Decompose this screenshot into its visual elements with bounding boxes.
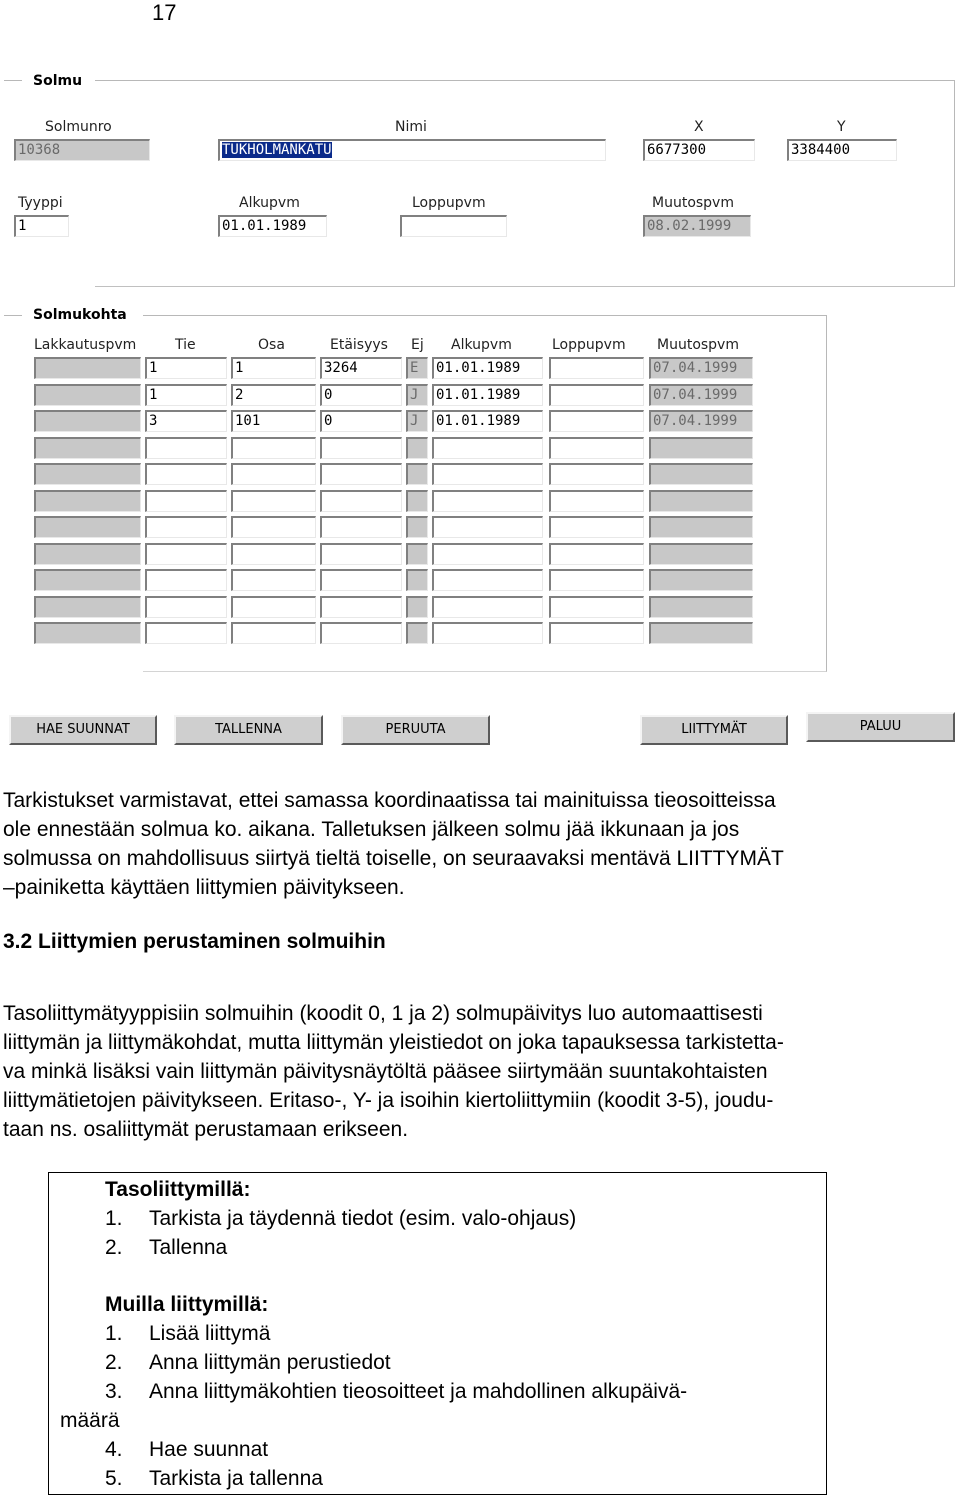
col-header-osa: Osa — [258, 337, 285, 353]
muutospvm-field[interactable]: 08.02.1999 — [643, 215, 751, 237]
cell-alkupvm[interactable] — [432, 490, 543, 512]
solmukohta-legend: Solmukohta — [33, 307, 127, 323]
cell-lakkautuspvm[interactable] — [34, 622, 141, 644]
list-num: 1. — [105, 1207, 123, 1230]
list-text: Anna liittymän perustiedot — [149, 1351, 391, 1374]
cell-loppupvm[interactable] — [549, 543, 644, 565]
cell-loppupvm[interactable] — [549, 357, 644, 379]
loppupvm-label: Loppupvm — [412, 195, 486, 211]
cell-tie[interactable]: 3 — [145, 410, 227, 432]
list-num: 3. — [105, 1380, 123, 1403]
cell-tie[interactable] — [145, 463, 227, 485]
box-title-muilla: Muilla liittymillä: — [105, 1293, 269, 1316]
cell-tie[interactable] — [145, 516, 227, 538]
cell-tie[interactable]: 1 — [145, 384, 227, 406]
list-text: Hae suunnat — [149, 1438, 269, 1461]
cell-muutospvm[interactable] — [649, 569, 753, 591]
list-num: 1. — [105, 1322, 123, 1345]
cell-ej[interactable] — [406, 463, 428, 485]
solmunro-label: Solmunro — [45, 119, 112, 135]
list-text: Tarkista ja tallenna — [149, 1467, 323, 1490]
list-item — [105, 1204, 576, 1233]
col-header-muutospvm: Muutospvm — [657, 337, 739, 353]
list-item-continuation: määrä — [60, 1409, 120, 1432]
tyyppi-label: Tyyppi — [18, 195, 63, 211]
solmu-legend: Solmu — [33, 73, 83, 89]
cell-lakkautuspvm[interactable] — [34, 543, 141, 565]
cell-etaisyys[interactable] — [320, 569, 402, 591]
cell-loppupvm[interactable] — [549, 463, 644, 485]
cell-osa[interactable] — [231, 463, 316, 485]
list-text: Tarkista ja täydennä tiedot (esim. valo-ohjaus) — [149, 1207, 577, 1230]
cell-alkupvm[interactable] — [432, 516, 543, 538]
cell-muutospvm[interactable]: 07.04.1999 — [649, 410, 753, 432]
list-item — [105, 1233, 227, 1262]
cell-lakkautuspvm[interactable] — [34, 516, 141, 538]
tyyppi-field[interactable]: 1 — [14, 215, 69, 237]
x-label: X — [694, 119, 704, 135]
cell-alkupvm[interactable] — [432, 463, 543, 485]
page-number: 17 — [152, 0, 177, 25]
cell-lakkautuspvm[interactable] — [34, 463, 141, 485]
paragraph-line: taan ns. osaliittymät perustamaan erikseen. — [3, 1118, 409, 1141]
list-text: Anna liittymäkohtien tieosoitteet ja mahdollinen alkupäivä- — [149, 1380, 688, 1403]
frame-border — [4, 315, 22, 316]
cell-ej[interactable]: J — [406, 384, 428, 406]
col-header-loppupvm: Loppupvm — [552, 337, 626, 353]
cell-osa[interactable]: 1 — [231, 357, 316, 379]
alkupvm-label: Alkupvm — [239, 195, 300, 211]
cell-lakkautuspvm[interactable] — [34, 569, 141, 591]
paragraph-line: ole ennestään solmua ko. aikana. Talletuksen jälkeen solmu jää ikkunaan ja jos — [3, 818, 740, 841]
cell-etaisyys[interactable] — [320, 437, 402, 459]
cell-alkupvm[interactable] — [432, 569, 543, 591]
list-num: 2. — [105, 1351, 123, 1374]
col-header-alkupvm: Alkupvm — [451, 337, 512, 353]
nimi-field[interactable] — [218, 139, 606, 161]
cell-etaisyys[interactable] — [320, 490, 402, 512]
col-header-ej: Ej — [411, 337, 424, 353]
cell-loppupvm[interactable] — [549, 569, 644, 591]
paragraph-line: Tarkistukset varmistavat, ettei samassa koordinaatissa tai mainituissa tieosoitteissa — [3, 789, 776, 812]
cell-tie[interactable] — [145, 569, 227, 591]
cell-lakkautuspvm[interactable] — [34, 490, 141, 512]
solmu-frame — [95, 80, 955, 287]
list-item — [105, 1464, 323, 1493]
frame-border — [4, 80, 22, 81]
cell-alkupvm[interactable] — [432, 622, 543, 644]
cell-loppupvm[interactable] — [549, 410, 644, 432]
list-num: 4. — [105, 1438, 123, 1461]
section-heading: 3.2 Liittymien perustaminen solmuihin — [3, 930, 386, 953]
list-item — [105, 1377, 687, 1406]
cell-ej[interactable] — [406, 622, 428, 644]
cell-tie[interactable] — [145, 622, 227, 644]
list-num: 5. — [105, 1467, 123, 1490]
cell-etaisyys[interactable] — [320, 622, 402, 644]
list-text: Tallenna — [149, 1236, 228, 1259]
cell-etaisyys[interactable]: 0 — [320, 384, 402, 406]
hae-suunnat-button[interactable]: HAE SUUNNAT — [9, 715, 157, 745]
cell-etaisyys[interactable] — [320, 463, 402, 485]
paragraph-line: liittymätietojen päivitykseen. Eritaso-, Y- ja isoihin kiertoliittymiin (koodit 3-5), joudu- — [3, 1089, 774, 1112]
cell-ej[interactable] — [406, 437, 428, 459]
cell-ej[interactable] — [406, 543, 428, 565]
list-text: Lisää liittymä — [149, 1322, 271, 1345]
cell-lakkautuspvm[interactable] — [34, 596, 141, 618]
list-item — [105, 1348, 391, 1377]
liittymat-button[interactable]: LIITTYMÄT — [640, 715, 788, 745]
cell-tie[interactable]: 1 — [145, 357, 227, 379]
list-item — [105, 1319, 270, 1348]
cell-loppupvm[interactable] — [549, 384, 644, 406]
cell-loppupvm[interactable] — [549, 437, 644, 459]
cell-ej[interactable] — [406, 596, 428, 618]
cell-alkupvm[interactable]: 01.01.1989 — [432, 410, 543, 432]
cell-ej[interactable] — [406, 516, 428, 538]
cell-loppupvm[interactable] — [549, 596, 644, 618]
nimi-label: Nimi — [395, 119, 427, 135]
paragraph-line: –painiketta käyttäen liittymien päivitykseen. — [3, 876, 405, 899]
cell-lakkautuspvm[interactable] — [34, 410, 141, 432]
paragraph-line: Tasoliittymätyyppisiin solmuihin (koodit 0, 1 ja 2) solmupäivitys luo automaattisesti — [3, 1002, 763, 1025]
col-header-etaisyys: Etäisyys — [330, 337, 388, 353]
cell-etaisyys[interactable]: 0 — [320, 410, 402, 432]
cell-osa[interactable] — [231, 622, 316, 644]
col-header-tie: Tie — [175, 337, 196, 353]
cell-tie[interactable] — [145, 543, 227, 565]
y-field[interactable]: 3384400 — [787, 139, 897, 161]
cell-tie[interactable] — [145, 490, 227, 512]
cell-osa[interactable] — [231, 543, 316, 565]
cell-osa[interactable] — [231, 569, 316, 591]
cell-lakkautuspvm[interactable] — [34, 384, 141, 406]
cell-tie[interactable] — [145, 596, 227, 618]
y-label: Y — [837, 119, 846, 135]
cell-ej[interactable] — [406, 569, 428, 591]
cell-muutospvm[interactable]: 07.04.1999 — [649, 384, 753, 406]
cell-muutospvm[interactable] — [649, 516, 753, 538]
paragraph-1 — [3, 786, 953, 902]
paragraph-line: va minkä lisäksi vain liittymän päivitysnäytöltä pääsee siirtymään suuntakohtaisten — [3, 1060, 768, 1083]
cell-alkupvm[interactable] — [432, 596, 543, 618]
alkupvm-field[interactable]: 01.01.1989 — [218, 215, 327, 237]
cell-ej[interactable] — [406, 490, 428, 512]
paragraph-line: liittymän ja liittymäkohdat, mutta liittymän yleistiedot on joka tapauksessa tarkistetta- — [3, 1031, 784, 1054]
cell-ej[interactable]: J — [406, 410, 428, 432]
cell-osa[interactable] — [231, 516, 316, 538]
cell-ej[interactable]: E — [406, 357, 428, 379]
cell-osa[interactable]: 2 — [231, 384, 316, 406]
cell-loppupvm[interactable] — [549, 516, 644, 538]
x-field[interactable]: 6677300 — [643, 139, 755, 161]
list-item — [105, 1435, 268, 1464]
cell-muutospvm[interactable] — [649, 463, 753, 485]
list-num: 2. — [105, 1236, 123, 1259]
cell-muutospvm[interactable]: 07.04.1999 — [649, 357, 753, 379]
paragraph-2 — [3, 999, 953, 1144]
cell-alkupvm[interactable]: 01.01.1989 — [432, 357, 543, 379]
cell-muutospvm[interactable] — [649, 622, 753, 644]
solmunro-field[interactable]: 10368 — [14, 139, 150, 161]
col-header-lakkautuspvm: Lakkautuspvm — [34, 337, 137, 353]
cell-alkupvm[interactable] — [432, 543, 543, 565]
cell-etaisyys[interactable] — [320, 543, 402, 565]
cell-etaisyys[interactable] — [320, 596, 402, 618]
cell-muutospvm[interactable] — [649, 596, 753, 618]
box-title-tasoliittymilla: Tasoliittymillä: — [105, 1178, 251, 1201]
cell-etaisyys[interactable]: 3264 — [320, 357, 402, 379]
nimi-value: TUKHOLMANKATU — [222, 142, 332, 158]
cell-etaisyys[interactable] — [320, 516, 402, 538]
cell-osa[interactable] — [231, 490, 316, 512]
cell-lakkautuspvm[interactable] — [34, 357, 141, 379]
cell-osa[interactable] — [231, 596, 316, 618]
cell-osa[interactable]: 101 — [231, 410, 316, 432]
cell-alkupvm[interactable] — [432, 437, 543, 459]
muutospvm-label: Muutospvm — [652, 195, 734, 211]
cell-tie[interactable] — [145, 437, 227, 459]
cell-loppupvm[interactable] — [549, 490, 644, 512]
cell-lakkautuspvm[interactable] — [34, 437, 141, 459]
cell-osa[interactable] — [231, 437, 316, 459]
cell-muutospvm[interactable] — [649, 490, 753, 512]
peruuta-button[interactable]: PERUUTA — [341, 715, 490, 745]
paragraph-line: solmussa on mahdollisuus siirtyä tieltä toiselle, on seuraavaksi mentävä LIITTYMÄT — [3, 847, 784, 870]
cell-alkupvm[interactable]: 01.01.1989 — [432, 384, 543, 406]
cell-loppupvm[interactable] — [549, 622, 644, 644]
paluu-button[interactable]: PALUU — [806, 712, 955, 742]
cell-muutospvm[interactable] — [649, 543, 753, 565]
tallenna-button[interactable]: TALLENNA — [174, 715, 323, 745]
loppupvm-field[interactable] — [400, 215, 507, 237]
cell-muutospvm[interactable] — [649, 437, 753, 459]
